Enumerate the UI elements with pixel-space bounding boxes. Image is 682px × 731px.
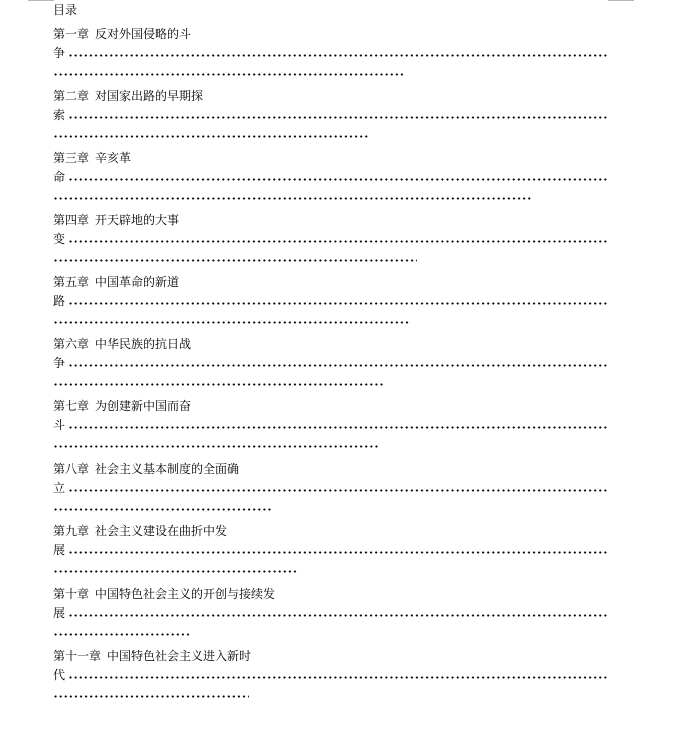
chapter-title: 反对外国侵略的斗 [95,27,192,41]
dot-leader-run [68,675,609,680]
dot-leader [53,667,609,683]
dot-leader-run [68,239,609,244]
toc-entry[interactable] [53,336,613,398]
chapter-label: 第八章 [53,462,90,476]
toc-entry[interactable] [53,648,613,710]
dot-leader-continuation [53,64,405,80]
dot-leader-run [68,301,609,306]
toc-entry-heading [53,586,275,602]
toc-entry-heading [53,26,191,42]
chapter-label: 第三章 [53,151,90,165]
dot-leader-run [53,72,405,77]
toc-entry-heading [53,212,179,228]
dot-leader-continuation [53,374,383,390]
dot-leader-continuation [53,499,271,515]
chapter-label: 第一章 [53,27,90,41]
chapter-title-tail: 斗 [53,417,68,433]
toc-entry[interactable] [53,26,613,88]
dot-leader-run [53,258,417,263]
toc-entry[interactable] [53,586,613,648]
dot-leader-run [53,196,531,201]
dot-leader-run [68,363,609,368]
dot-leader [53,355,609,371]
toc-entry[interactable] [53,461,613,523]
chapter-title-tail: 命 [53,169,68,185]
toc-entry-heading [53,150,131,166]
dot-leader-run [53,134,370,139]
chapter-label: 第二章 [53,89,90,103]
chapter-title-tail: 展 [53,605,68,621]
chapter-title-tail: 变 [53,231,68,247]
dot-leader [53,45,609,61]
dot-leader-run [68,613,609,618]
chapter-title-tail: 争 [53,355,68,371]
toc-title: 目录 [53,3,78,17]
chapter-label: 第十一章 [53,649,102,663]
toc-entry-heading [53,523,227,539]
toc-entry-heading [53,336,191,352]
dot-leader [53,231,609,247]
toc-entry[interactable] [53,150,613,212]
dot-leader-run [53,694,249,699]
chapter-label: 第四章 [53,213,90,227]
chapter-title: 为创建新中国而奋 [95,399,192,413]
dot-leader-continuation [53,686,249,702]
toc-entry[interactable] [53,88,613,150]
toc-entry[interactable] [53,212,613,274]
dot-leader-continuation [53,250,417,266]
dot-leader [53,417,609,433]
dot-leader [53,605,609,621]
chapter-label: 第十章 [53,587,90,601]
chapter-title-tail: 争 [53,45,68,61]
dot-leader-run [68,550,609,555]
chapter-title-tail: 索 [53,107,68,123]
toc-entry[interactable] [53,398,613,460]
toc-entry-heading [53,398,191,414]
dot-leader-continuation [53,624,189,640]
chapter-title: 社会主义基本制度的全面确 [95,462,240,476]
dot-leader-run [68,115,609,120]
chapter-title: 中国特色社会主义的开创与接续发 [95,587,276,601]
dot-leader-continuation [53,312,410,328]
dot-leader-run [53,444,378,449]
dot-leader-run [68,488,609,493]
toc-entry[interactable] [53,274,613,336]
dot-leader [53,480,609,496]
dot-leader-continuation [53,126,370,142]
dot-leader-run [53,320,410,325]
dot-leader-run [53,382,383,387]
chapter-title: 中华民族的抗日战 [95,337,192,351]
dot-leader-continuation [53,188,531,204]
chapter-title-tail: 展 [53,542,68,558]
chapter-label: 第七章 [53,399,90,413]
dot-leader-run [53,632,189,637]
chapter-title: 辛亥革 [95,151,132,165]
toc-entry[interactable] [53,523,613,585]
toc-entry-heading [53,648,251,664]
dot-leader-continuation [53,561,297,577]
dot-leader-run [68,177,609,182]
chapter-title: 开天辟地的大事 [95,213,180,227]
dot-leader-run [53,569,297,574]
dot-leader-run [53,507,271,512]
chapter-title-tail: 路 [53,293,68,309]
chapter-title-tail: 代 [53,667,68,683]
dot-leader-continuation [53,436,378,452]
dot-leader [53,542,609,558]
chapter-title: 对国家出路的早期探 [95,89,204,103]
dot-leader [53,169,609,185]
toc-entry-heading [53,88,203,104]
chapter-label: 第六章 [53,337,90,351]
dot-leader [53,107,609,123]
toc-entry-heading [53,461,239,477]
chapter-label: 第九章 [53,524,90,538]
chapter-title: 社会主义建设在曲折中发 [95,524,228,538]
chapter-title-tail: 立 [53,480,68,496]
chapter-label: 第五章 [53,275,90,289]
toc-entry-heading [53,274,179,290]
dot-leader-run [68,53,609,58]
dot-leader [53,293,609,309]
dot-leader-run [68,425,609,430]
chapter-title: 中国革命的新道 [95,275,180,289]
chapter-title: 中国特色社会主义进入新时 [107,649,252,663]
